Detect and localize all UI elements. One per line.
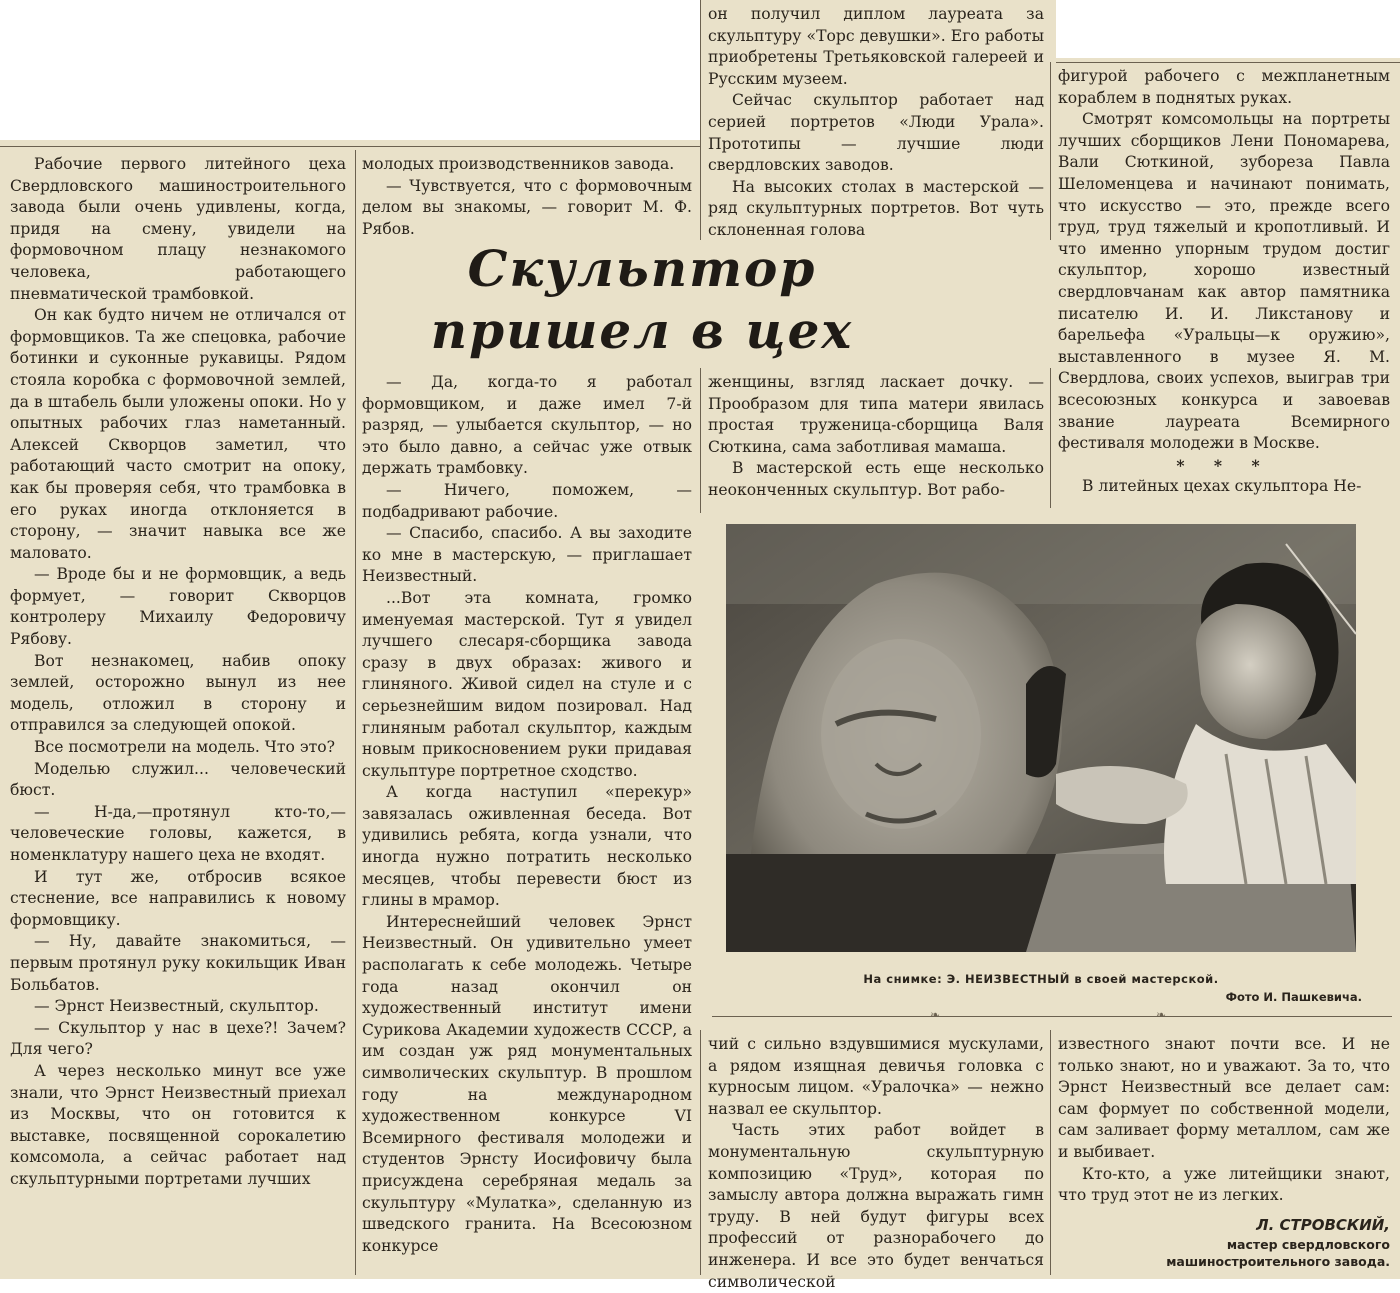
column-rule-2c	[700, 1030, 701, 1275]
paragraph: фигурой рабочего с межпланетным кораблем в поднятых руках.	[1058, 67, 1390, 107]
column-rule-2	[700, 368, 701, 513]
paragraph: Рабочие первого литейного цеха Свердловского машиностроительного завода были очень удивлены, когда, придя на смену, увидели на формовочном плацу незнакомого человека, работающего пневматической трамбовкой.	[10, 155, 346, 303]
column-2-top	[362, 154, 692, 242]
column-2	[362, 372, 692, 1276]
paragraph: Моделью служил... человеческий бюст.	[10, 759, 346, 800]
photo-sculptor-at-work	[726, 524, 1356, 952]
column-1	[10, 154, 346, 1276]
paragraph: — Да, когда-то я работал формовщиком, и даже имел 7-й разряд, — улыбается скульптор, — но это было давно, а сейчас уже отвык держать трамбовку.	[362, 373, 692, 478]
paragraph: — Ну, давайте знакомиться, — первым протянул руку кокильщик Иван Больбатов.	[10, 932, 346, 994]
section-separator: * * *	[1176, 455, 1272, 475]
paragraph: — Чувствуется, что с формовочным делом вы знакомы, — говорит М. Ф. Рябов.	[362, 176, 692, 238]
headline-line-1: Скульптор	[467, 239, 817, 298]
photo-bottom-rule	[712, 1016, 1392, 1017]
column-rule-2b	[700, 0, 701, 240]
paragraph: Вот незнакомец, набив опоку землей, осторожно вынул из нее модель, отложил в сторону и отправился за следующей опокой.	[10, 651, 346, 735]
column-rule-3	[1050, 62, 1051, 240]
paragraph: он получил диплом лауреата за скульптуру «Торс девушки». Его работы приобретены Третьяковской галереей и Русским музеем.	[708, 5, 1044, 88]
photo-image	[726, 524, 1356, 952]
paragraph: — Вроде бы и не формовщик, а ведь формует, — говорит Скворцов контролеру Михаилу Федоровичу Рябову.	[10, 565, 346, 649]
column-4-top	[1058, 66, 1390, 506]
author-name: Л. СТРОВСКИЙ,	[1256, 1215, 1390, 1234]
column-rule-3c	[1050, 1030, 1051, 1275]
headline-line-2: пришел в цех	[430, 301, 854, 360]
paragraph: — Спасибо, спасибо. А вы заходите ко мне в мастерскую, — приглашает Неизвестный.	[362, 524, 692, 586]
paragraph: Он как будто ничем не отличался от формовщиков. Та же спецовка, рабочие ботинки и суконные рукавицы. Рядом стояла коробка с формовочной землей, да в штабель были уложены опоки. Но у опытных рабочих глаз наметанный. Алексей Скворцов заметил, что работающий часто смотрит на опоку, как бы проверяя себя, что трамбовка в его руках иногда отклоняется в сторону, — значит навыка все же маловато.	[10, 306, 346, 562]
paragraph: — Н-да,—протянул кто-то,—человеческие головы, кажется, в номенклатуру нашего цеха не входят.	[10, 802, 346, 864]
paragraph: Сейчас скульптор работает над серией портретов «Люди Урала». Прототипы — лучшие люди свердловских заводов.	[708, 91, 1044, 175]
top-rule-right	[1056, 62, 1400, 63]
paragraph: Смотрят комсомольцы на портреты лучших сборщиков Лени Пономарева, Вали Сюткиной, зубореза Павла Шеломенцева и начинают понимать, что искусство — это, прежде всего труд, труд тяжелый и кропотливый. И что именно упорным трудом достиг скульптор, хорошо известный свердловчанам как автор памятника писателю И. И. Ликстанову и барельефа «Уральцы—к оружию», выставленного в музее Я. М. Свердлова, своих успехов, выиграв три всесоюзных конкурса и завоевав звание лауреата Всемирного фестиваля молодежи в Москве.	[1058, 110, 1390, 453]
paragraph: Все посмотрели на модель. Что это?	[34, 738, 335, 757]
column-3-mid	[708, 372, 1044, 508]
paragraph: Часть этих работ войдет в монументальную скульптурную композицию «Труд», которая по замыслу автора должна выражать гимн труду. В ней будут фигуры всех профессий от разнорабочего до инженера. И все это будет венчаться символической	[708, 1121, 1044, 1291]
paragraph: А когда наступил «перекур» завязалась оживленная беседа. Вот удивились ребята, когда узнали, что иногда нужно потратить несколько месяцев, чтобы перевести бюст из глины в мрамор.	[362, 783, 692, 910]
paragraph: Интереснейший человек Эрнст Неизвестный. Он удивительно умеет располагать к себе молодежь. Четыре года назад окончил он художественный институт имени Сурикова Академии художеств СССР, а им создан уж ряд монументальных символических скульптур. В прошлом году на международном художественном конкурсе VI Всемирного фестиваля молодежи и студентов Эрнсту Иосифовичу была присуждена серебряная медаль за скульптуру «Мулатка», сделанную из шведского гранита. На Всесоюзном конкурсе	[362, 912, 692, 1255]
paragraph: — Скульптор у нас в цехе?! Зачем? Для чего?	[10, 1018, 346, 1059]
paragraph: чий с сильно вздувшимися мускулами, а рядом изящная девичья головка с курносым лицом. «Уралочка» — нежно назвал ее скульптор.	[708, 1035, 1044, 1118]
paragraph: И тут же, отбросив всякое стеснение, все направились к новому формовщику.	[10, 867, 346, 929]
column-3-top	[708, 4, 1044, 240]
paragraph: ...Вот эта комната, громко именуемая мастерской. Тут я увидел лучшего слесаря-сборщика завода сразу в двух образах: живого и глиняного. Живой сидел на стуле и с серьезнейшим видом позировал. Над глиняным работал скульптор, каждым новым прикосновением руки придавая скульптуре портретное сходство.	[362, 588, 692, 780]
paragraph: А через несколько минут все уже знали, что Эрнст Неизвестный приехал из Москвы, что он готовится к выставке, посвященной сорокалетию комсомола, а сейчас работает над скульптурными портретами лучших	[10, 1061, 346, 1188]
photo-caption: На снимке: Э. НЕИЗВЕСТНЫЙ в своей мастерской.	[863, 972, 1219, 986]
paragraph: В литейных цехах скульптора Не-	[1082, 477, 1362, 496]
ornament-right: ❧	[1156, 1008, 1167, 1022]
column-3-bottom	[708, 1034, 1044, 1291]
column-4-bottom	[1058, 1034, 1390, 1276]
top-rule-left	[0, 146, 700, 147]
paragraph: молодых производственников завода.	[362, 155, 675, 173]
paragraph: В мастерской есть еще несколько неоконченных скульптур. Вот рабо-	[708, 459, 1044, 499]
ornament-left: ❧	[930, 1008, 941, 1022]
column-rule-3b	[1050, 368, 1051, 508]
column-rule-1	[355, 150, 356, 1275]
paragraph: — Ничего, поможем, — подбадривают рабочие.	[362, 480, 692, 521]
paragraph: известного знают почти все. И не только знают, но и уважают. За то, что Эрнст Неизвестный все делает сам: сам формует по собственной модели, сам заливает форму металлом, сам же и выбивает.	[1058, 1035, 1390, 1161]
author-role-line-1: мастер свердловского	[1226, 1237, 1390, 1253]
photo-credit: Фото И. Пашкевича.	[1225, 990, 1362, 1004]
author-role-line-2: машиностроительного завода.	[1166, 1254, 1390, 1270]
paragraph: женщины, взгляд ласкает дочку. — Прообразом для типа матери явилась простая труженица-сборщица Валя Сюткина, сама заботливая мамаша.	[708, 373, 1044, 456]
paragraph: — Эрнст Неизвестный, скульптор.	[34, 997, 319, 1016]
paragraph: На высоких столах в мастерской — ряд скульптурных портретов. Вот чуть склоненная голова	[708, 177, 1044, 239]
paragraph: Кто-кто, а уже литейщики знают, что труд этот не из легких.	[1058, 1164, 1390, 1205]
